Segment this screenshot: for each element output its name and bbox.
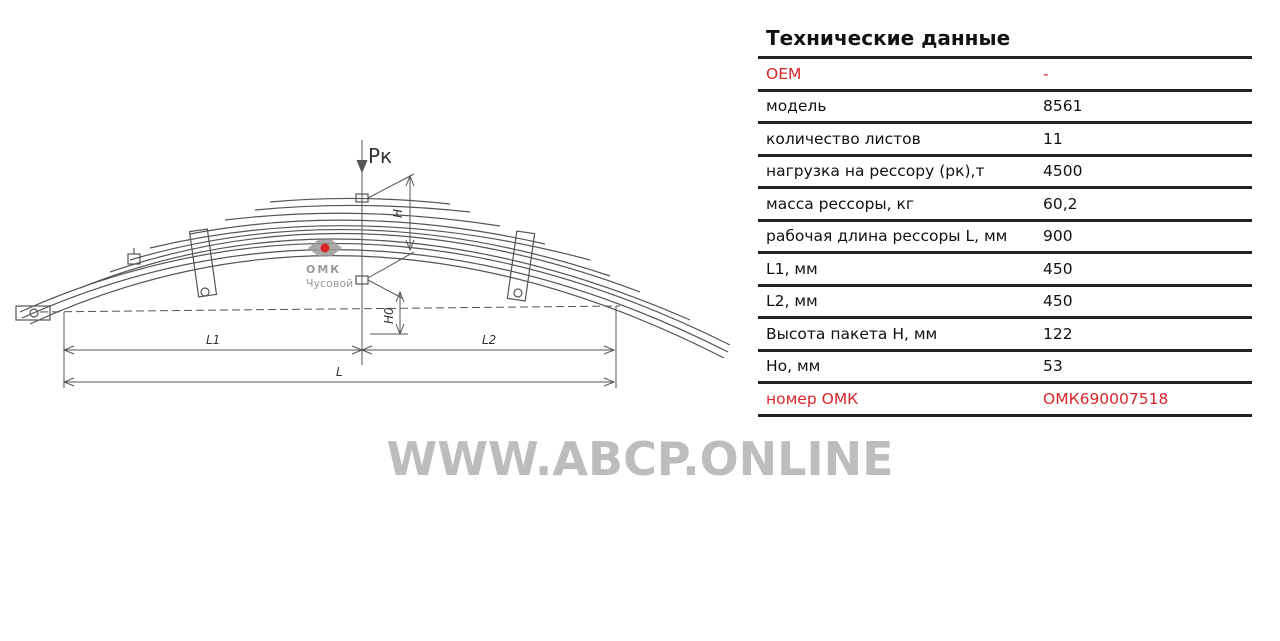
watermark: WWW.ABCP.ONLINE [386, 432, 894, 486]
spring-leaf [150, 226, 590, 260]
spec-row [758, 350, 1252, 383]
spec-value: 900 [1035, 220, 1252, 253]
spec-key: номер ОМК [758, 383, 1035, 416]
l1-label: L1 [206, 333, 221, 347]
logo-city: Чусовой [306, 277, 354, 290]
spec-value: 60,2 [1035, 188, 1252, 221]
spec-key: нагрузка на рессору (рк),т [758, 155, 1035, 188]
spec-row [758, 220, 1252, 253]
spec-value: 450 [1035, 253, 1252, 286]
spec-row [758, 253, 1252, 286]
technical-data-table [758, 56, 1252, 417]
technical-data-title: Технические данные [766, 26, 1011, 50]
spec-row [758, 155, 1252, 188]
spec-row [758, 318, 1252, 351]
technical-data-panel [758, 14, 1252, 417]
spec-key: Высота пакета H, мм [758, 318, 1035, 351]
spec-row [758, 58, 1252, 91]
spec-key: количество листов [758, 123, 1035, 156]
h0-label: H0 [382, 307, 396, 324]
spec-value: 122 [1035, 318, 1252, 351]
spec-row [758, 383, 1252, 416]
force-label: Рк [368, 144, 393, 168]
leaf-spring-drawing [0, 120, 745, 420]
spec-key: модель [758, 90, 1035, 123]
spec-row [758, 123, 1252, 156]
h-label: H [391, 208, 405, 218]
spec-key: L1, мм [758, 253, 1035, 286]
spec-key: масса рессоры, кг [758, 188, 1035, 221]
spec-value: 450 [1035, 285, 1252, 318]
spec-row [758, 285, 1252, 318]
spec-value: 53 [1035, 350, 1252, 383]
spec-row [758, 90, 1252, 123]
spring-leaf [22, 250, 728, 352]
spec-value: - [1035, 58, 1252, 91]
spec-value: ОМК690007518 [1035, 383, 1252, 416]
spec-key: OEM [758, 58, 1035, 91]
l-label: L [336, 365, 343, 379]
spring-leaf [270, 198, 450, 204]
omk-logo [306, 240, 353, 290]
l2-label: L2 [482, 333, 497, 347]
logo-text: ОМК [306, 263, 342, 276]
spec-value: 8561 [1035, 90, 1252, 123]
spring-leaf [130, 230, 610, 276]
spec-value: 4500 [1035, 155, 1252, 188]
spec-key: L2, мм [758, 285, 1035, 318]
spec-key: Hо, мм [758, 350, 1035, 383]
spring-leaf [20, 243, 730, 345]
spec-key: рабочая длина рессоры L, мм [758, 220, 1035, 253]
spec-value: 11 [1035, 123, 1252, 156]
datum-line [40, 306, 620, 312]
spec-row [758, 188, 1252, 221]
